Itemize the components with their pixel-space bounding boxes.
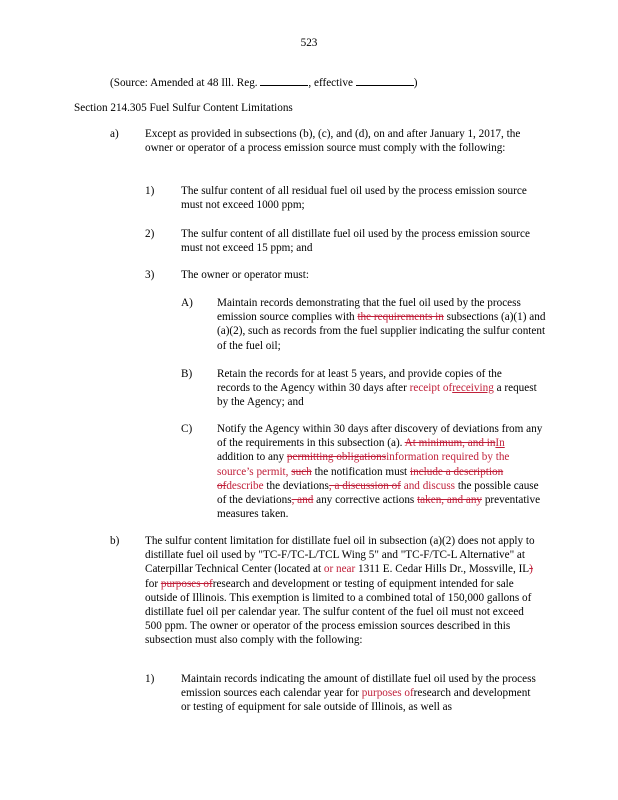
subsection-b-deletion-2: purposes of bbox=[160, 577, 213, 590]
item-B-label: B) bbox=[181, 368, 193, 380]
item-b1-text-1: Maintain records indicating the amount of distillate fuel oil used by the process emission sources each calendar year for bbox=[181, 673, 536, 700]
item-b1-insertion-1: purposes of bbox=[361, 687, 414, 700]
source-note-prefix: (Source: Amended at 48 Ill. Reg. bbox=[110, 77, 261, 89]
item-b1-label: 1) bbox=[145, 673, 155, 685]
item-C-insertion-3: describe bbox=[226, 479, 264, 492]
source-note bbox=[110, 74, 417, 90]
item-C-deletion-6: , and bbox=[291, 494, 314, 507]
subsection-b-text-2: 1311 E. Cedar Hills Dr., Mossville, IL bbox=[355, 563, 530, 576]
blank-register bbox=[260, 74, 308, 86]
subsection-a-label: a) bbox=[110, 128, 119, 140]
item-B-text-1: Retain the records for at least 5 years, and provide copies of the records to the Agency within 30 days after bbox=[217, 368, 502, 395]
subsection-b-text-4: research and development or testing of equipment intended for sale outside of Illinois. This exemption is limited to a combined total of 150,000 gallons of distillate fuel oil per calendar year. The sulfur content of the fuel oil must not exceed 500 ppm. The owner or operator of the process emission sources described in this subsection must also comply with the following: bbox=[145, 577, 532, 647]
page-number: 523 bbox=[300, 37, 318, 49]
item-A-text-1: Maintain records demonstrating that the fuel oil used by the process emission source complies with bbox=[217, 297, 521, 324]
subsection-b-text-1: The sulfur content limitation for distillate fuel oil in subsection (a)(2) does not apply to distillate fuel oil used by "TC-F/TC-L/TCL Wing 5" and "TC-F/TC-L Alternative" at Caterpillar Technical Center (located at bbox=[145, 535, 535, 576]
item-a3-label: 3) bbox=[145, 269, 155, 281]
item-a1-label: 1) bbox=[145, 185, 155, 197]
subsection-b-text bbox=[145, 534, 541, 648]
item-C-deletion-4: include a description of bbox=[217, 465, 504, 492]
item-C-text-7: any corrective actions bbox=[313, 494, 418, 507]
item-C-deletion-3: such bbox=[291, 465, 312, 478]
item-a2-text: The sulfur content of all distillate fuel oil used by the process emission source must not exceed 15 ppm; and bbox=[181, 228, 530, 255]
item-C-deletion-5: , a discussion of bbox=[328, 479, 401, 492]
section-heading: Section 214.305 Fuel Sulfur Content Limitations bbox=[74, 102, 293, 114]
item-B-revision-1: receiving bbox=[452, 382, 494, 395]
item-a2-label: 2) bbox=[145, 228, 155, 240]
item-b1-text bbox=[181, 672, 539, 715]
subsection-a-text: Except as provided in subsections (b), (c), and (d), on and after January 1, 2017, the owner or operator of a process emission source must comply with the following: bbox=[145, 128, 521, 155]
item-C-text-4: the notification must bbox=[311, 465, 410, 478]
subsection-b-insertion-1: or near bbox=[323, 563, 356, 576]
subsection-b-text-3: for bbox=[145, 577, 161, 590]
item-C-deletion-2: permitting obligations bbox=[286, 451, 387, 464]
item-a3-text: The owner or operator must: bbox=[181, 269, 309, 281]
item-B-insertion-1: receipt of bbox=[409, 382, 453, 395]
source-note-middle: , effective bbox=[308, 77, 356, 89]
item-C-text bbox=[217, 422, 543, 521]
item-C-text-8: preventative measures taken. bbox=[217, 494, 541, 521]
source-note-suffix: ) bbox=[413, 77, 418, 89]
item-C-insertion-1: In bbox=[495, 437, 505, 450]
item-C-text-6: the possible cause of the deviations bbox=[217, 479, 539, 507]
item-C-deletion-7: taken, and any bbox=[417, 494, 483, 507]
item-C-deletion-1: At minimum, and in bbox=[404, 437, 496, 450]
item-C-insertion-4: and discuss bbox=[400, 479, 456, 492]
item-a1-text: The sulfur content of all residual fuel oil used by the process emission source must not exceed 1000 ppm; bbox=[181, 185, 527, 212]
item-C-insertion-2: information required by the source’s permit, bbox=[217, 451, 510, 478]
item-b1-text-2: research and development or testing of equipment for sale outside of Illinois, as well as bbox=[181, 687, 531, 714]
item-A-deletion-1: the requirements in bbox=[357, 311, 444, 324]
item-B-text bbox=[217, 367, 537, 410]
item-C-text-2: addition to any bbox=[217, 451, 287, 464]
item-C-text-5: the deviations bbox=[263, 479, 329, 492]
item-A-text bbox=[217, 296, 547, 353]
blank-effective-date bbox=[356, 74, 414, 86]
item-C-label: C) bbox=[181, 423, 193, 435]
item-A-label: A) bbox=[181, 297, 193, 309]
subsection-b-label: b) bbox=[110, 535, 120, 547]
item-A-text-2: subsections (a)(1) and (a)(2), such as records from the fuel supplier indicating the sulfur content of the fuel oil; bbox=[217, 311, 546, 352]
subsection-b-deletion-1: ) bbox=[529, 563, 533, 576]
item-C-text-1: Notify the Agency within 30 days after discovery of deviations from any of the requirements in this subsection (a). bbox=[217, 423, 543, 450]
item-B-text-2: a request by the Agency; and bbox=[217, 382, 537, 409]
